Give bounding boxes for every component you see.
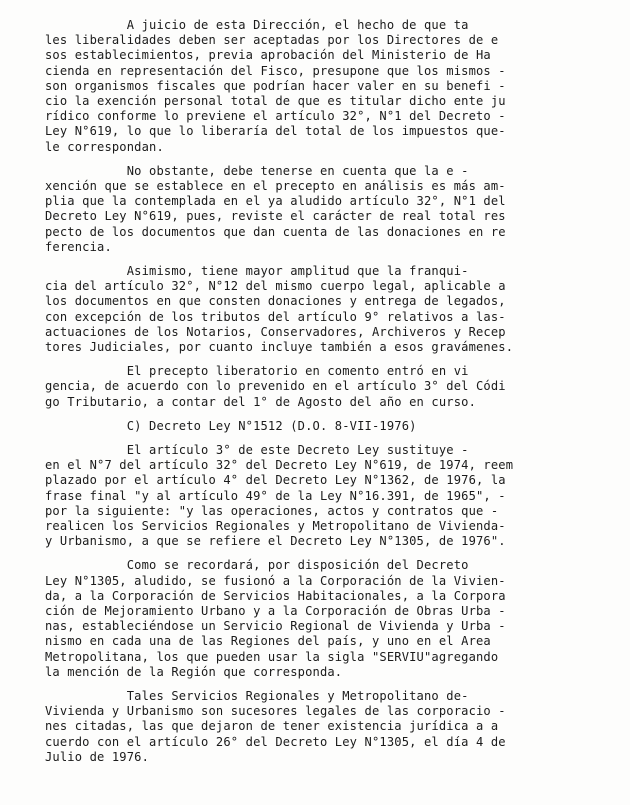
- text-line: Asimismo, tiene mayor amplitud que la franqui-: [45, 264, 469, 278]
- text-line: go Tributario, a contar del 1° de Agosto del año en curso.: [45, 394, 477, 409]
- text-line: les liberalidades deben ser aceptadas por los Directores de e: [45, 33, 499, 48]
- text-line: cia del artículo 32°, N°12 del mismo cuerpo legal, aplicable a: [45, 279, 506, 294]
- text-line: gencia, de acuerdo con lo prevenido en el artículo 3° del Códi: [45, 379, 506, 394]
- text-line: la mención de la Región que corresponda.: [45, 664, 343, 679]
- text-line: plia que la contemplada en el ya aludido artículo 32°, N°1 del: [45, 194, 506, 209]
- text-line: Ley N°1305, aludido, se fusionó a la Corporación de la Vivien-: [45, 573, 506, 588]
- text-line: pecto de los documentos que dan cuenta de las donaciones en re: [45, 224, 506, 239]
- text-line: realicen los Servicios Regionales y Metropolitano de Vivienda-: [45, 519, 506, 533]
- text-line: cienda en representación del Fisco, presupone que los mismos -: [45, 63, 506, 78]
- text-line: plazado por el artículo 4° del Decreto Ley N°1362, de 1976, la: [45, 473, 506, 488]
- text-line: cio la exención personal total de que es titular dicho ente ju: [45, 94, 506, 108]
- text-line: le correspondan.: [45, 139, 164, 154]
- text-line: ción de Mejoramiento Urbano y a la Corporación de Obras Urba -: [45, 604, 506, 618]
- text-line: nes citadas, las que dejaron de tener existencia jurídica a a: [45, 719, 499, 734]
- text-line: No obstante, debe tenerse en cuenta que la e -: [45, 163, 469, 178]
- text-line: con excepción de los tributos del artículo 9° relativos a las-: [45, 309, 506, 324]
- text-line: Tales Servicios Regionales y Metropolitano de-: [45, 689, 469, 703]
- text-line: Vivienda y Urbanismo son sucesores legales de las corporacio -: [45, 704, 506, 719]
- text-line: cuerdo con el artículo 26° del Decreto Ley N°1305, el día 4 de: [45, 734, 506, 749]
- text-line: y Urbanismo, a que se refiere el Decreto Ley N°1305, de 1976".: [45, 534, 506, 549]
- text-line: Julio de 1976.: [45, 749, 150, 764]
- text-line: da, a la Corporación de Servicios Habitacionales, a la Corpora: [45, 588, 506, 603]
- text-line: Decreto Ley N°619, pues, reviste el carácter de real total res: [45, 209, 506, 224]
- text-line: son organismos fiscales que podrían hacer valer en su benefi -: [45, 78, 506, 93]
- text-line: A juicio de esta Dirección, el hecho de que ta: [45, 18, 469, 32]
- text-line: nismo en cada una de las Regiones del país, y uno en el Area: [45, 634, 491, 649]
- text-line: por la siguiente: "y las operaciones, actos y contratos que -: [45, 503, 499, 518]
- text-line: rídico conforme lo previene el artículo 32°, N°1 del Decreto -: [45, 109, 506, 124]
- text-line: frase final "y al artículo 49° de la Ley N°16.391, de 1965", -: [45, 488, 506, 503]
- text-line: tores Judiciales, por cuanto incluye también a esos gravámenes.: [45, 340, 514, 354]
- text-line: sos establecimientos, previa aprobación del Ministerio de Ha: [45, 48, 491, 63]
- text-line: nas, estableciéndose un Servicio Regional de Vivienda y Urba -: [45, 619, 506, 634]
- text-line: Metropolitana, los que pueden usar la sigla "SERVIU"agregando: [45, 649, 499, 664]
- text-line: los documentos en que consten donaciones y entrega de legados,: [45, 294, 506, 309]
- text-line: Ley N°619, lo que lo liberaría del total de los impuestos que-: [45, 124, 506, 139]
- text-line: ferencia.: [45, 239, 112, 254]
- text-line: El precepto liberatorio en comento entró en vi: [45, 364, 469, 379]
- section-heading: C) Decreto Ley N°1512 (D.O. 8-VII-1976): [45, 418, 417, 433]
- text-line: en el N°7 del artículo 32° del Decreto Ley N°619, de 1974, reem: [45, 458, 514, 473]
- text-line: xención que se establece en el precepto en análisis es más am-: [45, 179, 506, 193]
- text-line: El artículo 3° de este Decreto Ley sustituye -: [45, 443, 469, 457]
- text-line: Como se recordará, por disposición del Decreto: [45, 558, 469, 573]
- text-line: actuaciones de los Notarios, Conservadores, Archiveros y Recep: [45, 324, 506, 339]
